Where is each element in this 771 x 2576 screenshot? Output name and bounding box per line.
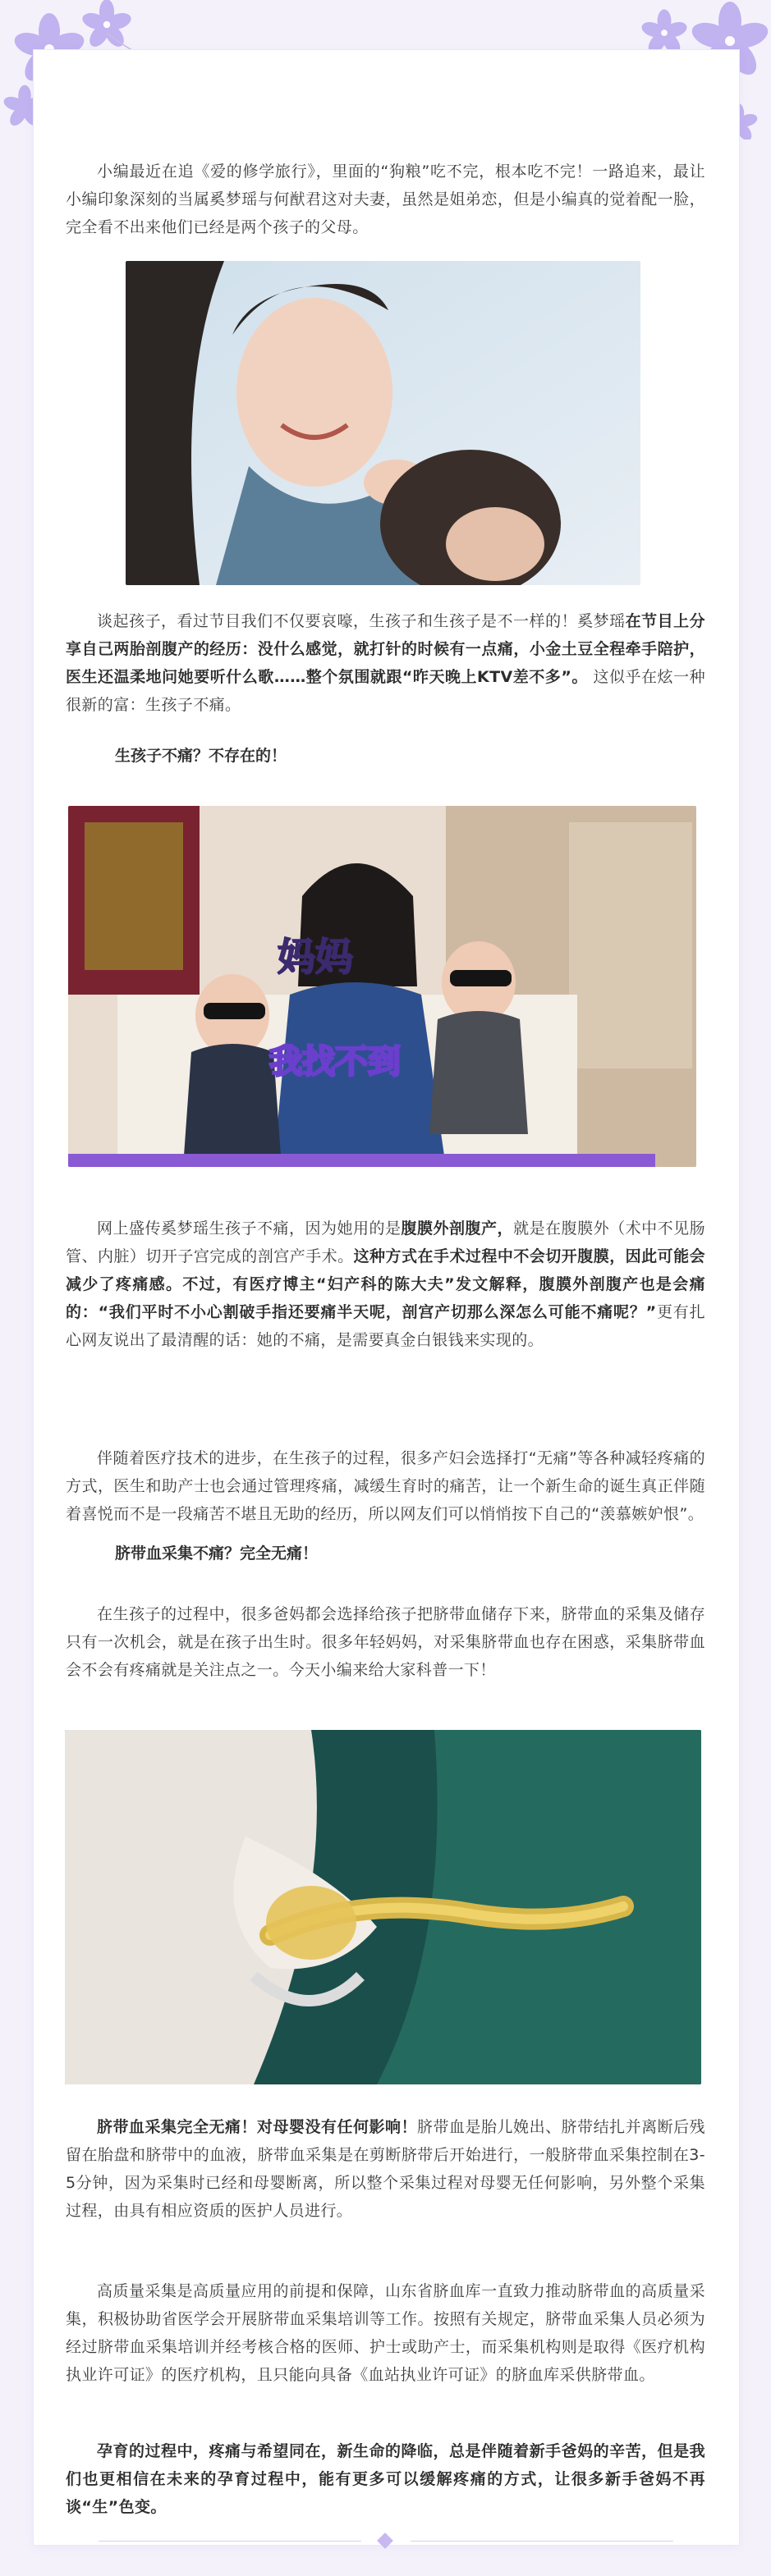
article-paragraph-pain-relief: 伴随着医疗技术的进步，在生孩子的过程，很多产妇会选择打“无痛”等各种减轻疼痛的方式，医生和助产士也会通过管理疼痛，减缓生育时的痛苦，让一个新生命的诞生真正伴随着喜悦而不是一段痛苦不堪且无助的经历，所以网友们可以悄悄按下自己的“羡慕嫉妒恨”。 — [66, 1449, 705, 1523]
footer-divider-left — [99, 2541, 361, 2542]
footer-divider-right — [411, 2541, 673, 2542]
couple-photo — [126, 261, 640, 585]
section-heading-birth-pain: 生孩子不痛？不存在的！ — [115, 747, 287, 765]
cord-blood-collection-photo — [65, 1730, 701, 2084]
article-paragraph-quality-collection: 高质量采集是高质量应用的前提和保障，山东省脐血库一直致力推动脐带血的高质量采集，积极协助省医学会开展脐带血采集培训等工作。按照有关规定，脐带血采集人员必须为经过脐带血采集培训并经考核合格的医师、护士或助产士，而采集机构则是取得《医疗机构执业许可证》的医疗机构，且只能向具备《血站执业许可证》的脐血库采供脐带血。 — [66, 2282, 705, 2384]
article-paragraph-intro: 小编最近在追《爱的修学旅行》，里面的“狗粮”吃不完，根本吃不完！一路追来，最让小编印象深刻的当属奚梦瑶与何猷君这对夫妻，虽然是姐弟恋，但是小编真的觉着配一脸，完全看不出来他们已经是两个孩子的父母。 — [66, 162, 705, 236]
family-tv-photo-caption-mom: 妈妈 — [278, 935, 353, 979]
article-paragraph-extraperitoneal: 网上盛传奚梦瑶生孩子不痛，因为她用的是腹膜外剖腹产，就是在腹膜外（术中不见肠管、内脏）切开子宫完成的剖宫产手术。这种方式在手术过程中不会切开腹膜，因此可能会减少了疼痛感。不过，有医疗博主“妇产科的陈大夫”发文解释，腹膜外剖腹产也是会痛的：“我们平时不小心割破手指还要痛半天呢，剖宫产切那么深怎么可能不痛呢？”更有扎心网友说出了最清醒的话：她的不痛，是需要真金白银钱来实现的。 — [66, 1219, 705, 1349]
article-paragraph-painless-birth: 谈起孩子，看过节目我们不仅要哀嚎，生孩子和生孩子是不一样的！奚梦瑶在节目上分享自己两胎剖腹产的经历：没什么感觉，就打针的时候有一点痛，小金土豆全程牵手陪护，医生还温柔地问她要听什么歌……整个氛围就跟“昨天晚上KTV差不多”。 这似乎在炫一种很新的富：生孩子不痛。 — [66, 612, 705, 714]
section-heading-cord-blood: 脐带血采集不痛？完全无痛！ — [115, 1544, 319, 1563]
article-paragraph-cord-blood-painless: 脐带血采集完全无痛！对母婴没有任何影响！脐带血是胎儿娩出、脐带结扎并离断后残留在胎盘和脐带中的血液，脐带血采集是在剪断脐带后开始进行，一般脐带血采集控制在3-5分钟，因为采集时已经和母婴断离，所以整个采集过程对母婴无任何影响，另外整个采集过程，由具有相应资质的医护人员进行。 — [66, 2118, 705, 2220]
article-paragraph-closing: 孕育的过程中，疼痛与希望同在，新生命的降临，总是伴随着新手爸妈的辛苦，但是我们也更相信在未来的孕育过程中，能有更多可以缓解疼痛的方式，让很多新手爸妈不再谈“生”色变。 — [66, 2442, 705, 2516]
family-tv-photo-caption-cant-find: 我找不到 — [269, 1043, 401, 1081]
family-tv-photo — [68, 806, 696, 1167]
article-paragraph-cord-blood-intro: 在生孩子的过程中，很多爸妈都会选择给孩子把脐带血储存下来，脐带血的采集及储存只有一次机会，就是在孩子出生时。很多年轻妈妈，对采集脐带血也存在困惑，采集脐带血会不会有疼痛就是关注点之一。今天小编来给大家科普一下！ — [66, 1605, 705, 1679]
